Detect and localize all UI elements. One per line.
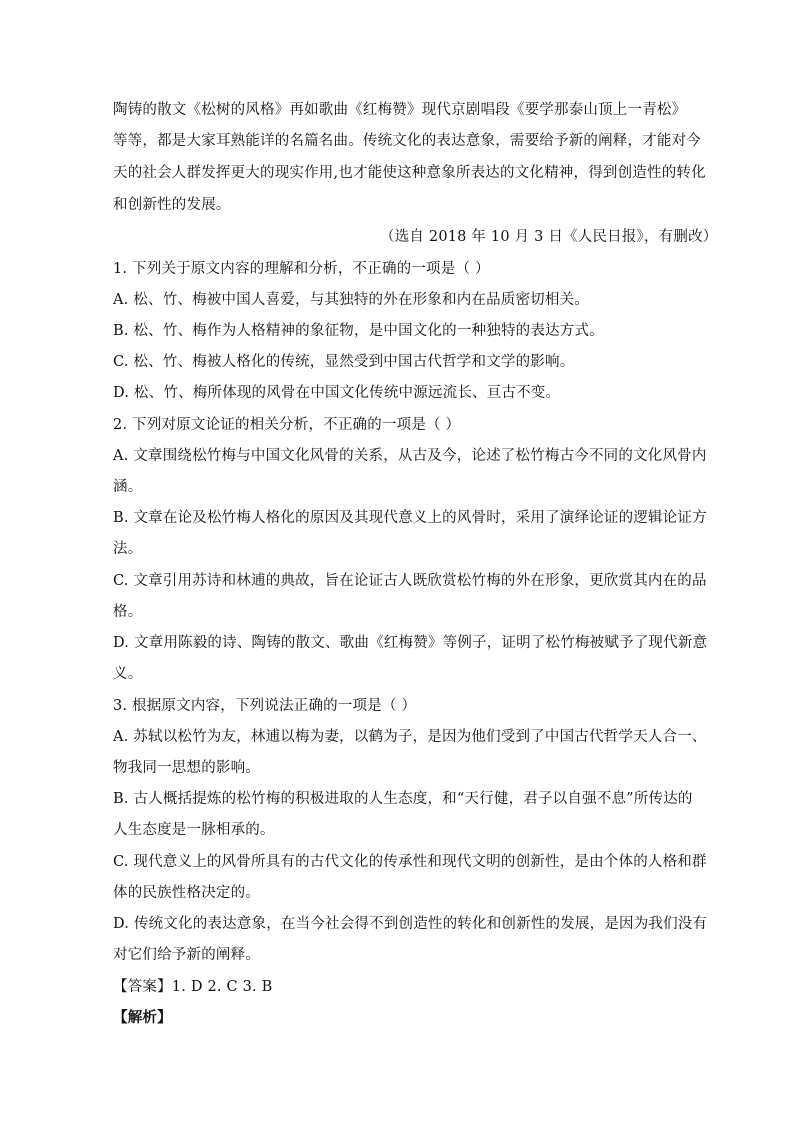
- option-b: B. 松、竹、梅作为人格精神的象征物，是中国文化的一种独特的表达方式。: [113, 323, 604, 339]
- option-c: C. 现代意义上的风骨所具有的古代文化的传承性和现代文明的创新性，是由个体的人格和群: [113, 854, 707, 870]
- question-stem: 3. 根据原文内容，下列说法正确的一项是（ ）: [113, 698, 417, 714]
- option-c-cont: 格。: [113, 604, 143, 620]
- option-d: D. 文章用陈毅的诗、陶铸的散文、歌曲《红梅赞》等例子，证明了松竹梅被赋予了现代新意: [113, 635, 708, 651]
- question-stem: 1. 下列关于原文内容的理解和分析，不正确的一项是（ ）: [113, 261, 490, 277]
- passage-line: 和创新性的发展。: [113, 197, 231, 213]
- option-c-cont: 体的民族性格决定的。: [113, 885, 260, 901]
- passage-line: 陶铸的散文《松树的风格》再如歌曲《红梅赞》现代京剧唱段《要学那泰山顶上一青松》: [113, 102, 687, 118]
- question-stem: 2. 下列对原文论证的相关分析，不正确的一项是（ ）: [113, 417, 461, 433]
- option-a: A. 文章围绕松竹梅与中国文化风骨的关系，从古及今，论述了松竹梅古今不同的文化风骨内: [113, 448, 707, 464]
- option-b-cont: 法。: [113, 541, 143, 557]
- source-citation: （选自 2018 年 10 月 3 日《人民日报》，有删改）: [380, 229, 718, 245]
- option-a-cont: 涵。: [113, 479, 143, 495]
- passage-line: 天的社会人群发挥更大的现实作用,也才能使这种意象所表达的文化精神，得到创造性的转化: [113, 165, 706, 181]
- option-d-cont: 义。: [113, 666, 143, 682]
- option-b: B. 古人概括提炼的松竹梅的积极进取的人生态度，和“天行健，君子以自强不息”所传达的: [113, 791, 693, 807]
- option-c: C. 文章引用苏诗和林逋的典故，旨在论证古人既欣赏松竹梅的外在形象，更欣赏其内在的品: [113, 573, 707, 589]
- option-d: D. 松、竹、梅所体现的风骨在中国文化传统中源远流长、亘古不变。: [113, 385, 561, 401]
- option-d-cont: 对它们给予新的阐释。: [113, 947, 260, 963]
- option-d: D. 传统文化的表达意象，在当今社会得不到创造性的转化和创新性的发展，是因为我们没有: [113, 916, 708, 932]
- answer-line: 【答案】1. D 2. C 3. B: [113, 979, 273, 995]
- analysis-heading: 【解析】: [113, 1009, 172, 1026]
- option-a: A. 苏轼以松竹为友，林逋以梅为妻，以鹤为子，是因为他们受到了中国古代哲学天人合一、: [113, 729, 707, 745]
- option-a-cont: 物我同一思想的影响。: [113, 760, 260, 776]
- passage-line: 等等，都是大家耳熟能详的名篇名曲。传统文化的表达意象，需要给予新的阐释，才能对今: [113, 133, 701, 149]
- option-c: C. 松、竹、梅被人格化的传统，显然受到中国古代哲学和文学的影响。: [113, 354, 575, 370]
- option-b: B. 文章在论及松竹梅人格化的原因及其现代意义上的风骨时，采用了演绎论证的逻辑论证方: [113, 510, 707, 526]
- option-b-cont: 人生态度是一脉相承的。: [113, 822, 275, 838]
- option-a: A. 松、竹、梅被中国人喜爱，与其独特的外在形象和内在品质密切相关。: [113, 292, 589, 308]
